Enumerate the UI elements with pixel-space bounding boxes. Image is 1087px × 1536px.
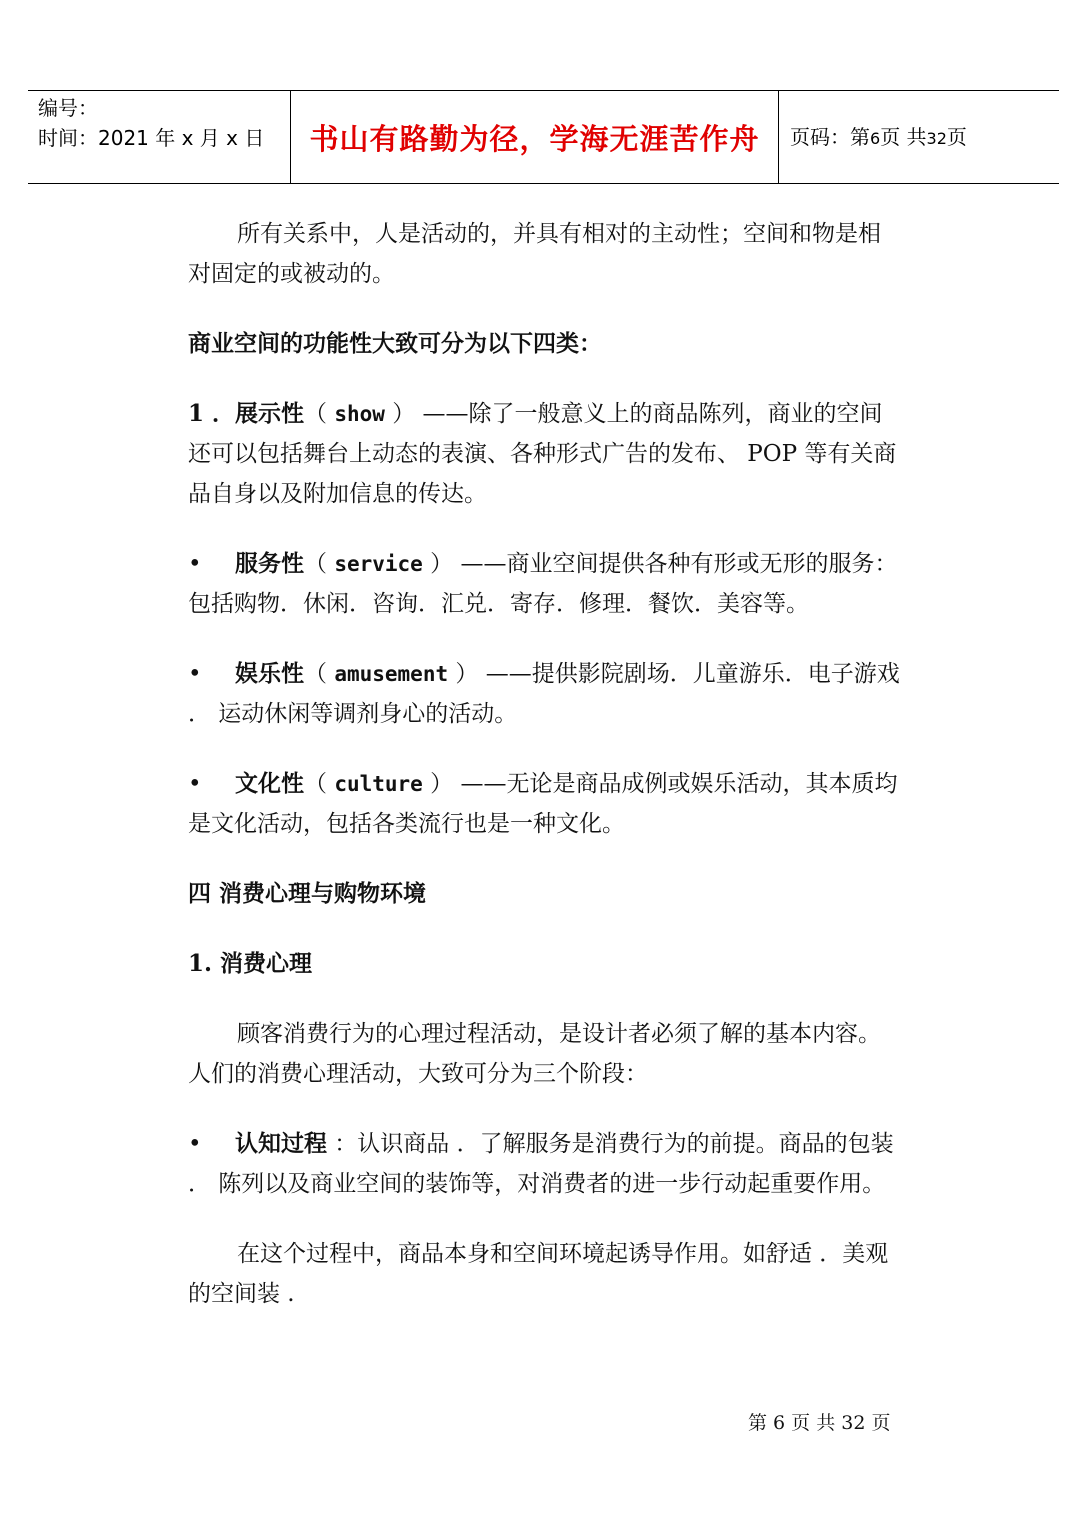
item-text: ——无论是商品成例或娱乐活动，其本质均是文化活动，包括各类流行也是一种文化。 xyxy=(188,771,898,837)
document-body xyxy=(188,214,902,1314)
list-item-culture: • 文化性（ culture ） ——无论是商品成例或娱乐活动，其本质均是文化活动，包括各类流行也是一种文化。 xyxy=(188,764,902,844)
heading-functions: 商业空间的功能性大致可分为以下四类： xyxy=(188,330,602,357)
item-english: service xyxy=(334,552,423,576)
bullet-icon: • xyxy=(188,1131,202,1157)
item-title: 服务性 xyxy=(235,550,304,577)
item-number: 1 ． xyxy=(188,400,236,427)
page-total: 32 xyxy=(926,129,947,148)
paren-close: ） xyxy=(384,401,416,427)
item-title: 认知过程 xyxy=(235,1130,327,1157)
paren-open: （ xyxy=(304,401,335,427)
page-header xyxy=(28,90,1059,184)
bullet-icon: • xyxy=(188,551,202,577)
page-suffix: 页 xyxy=(946,125,967,149)
list-item-amusement: • 娱乐性（ amusement ） ——提供影院剧场．儿童游乐．电子游戏 ． 运动休闲等调剂身心的活动。 xyxy=(188,654,902,734)
item-text: ：认识商品 ．了解服务是消费行为的前提。商品的包装 ． 陈列以及商业空间的装饰等，对消费者的进一步行动起重要作用。 xyxy=(188,1131,894,1197)
header-page-info xyxy=(790,121,967,150)
header-meta xyxy=(38,93,288,153)
bullet-icon: • xyxy=(188,771,202,797)
item-text: ——除了一般意义上的商品陈列，商业的空间还可以包括舞台上动态的表演、各种形式广告的发布、 POP 等有关商品自身以及附加信息的传达。 xyxy=(188,401,897,507)
header-motto: 书山有路勤为径，学海无涯苦作舟 xyxy=(290,91,779,183)
paragraph-relations: 所有关系中，人是活动的，并具有相对的主动性；空间和物是相对固定的或被动的。 xyxy=(188,221,881,287)
list-item-service: • 服务性（ service ） ——商业空间提供各种有形或无形的服务：包括购物．休闲．咨询．汇兑．寄存．修理．餐饮．美容等。 xyxy=(188,544,902,624)
item-text: ——提供影院剧场．儿童游乐．电子游戏 ． 运动休闲等调剂身心的活动。 xyxy=(188,661,900,727)
item-title: 文化性 xyxy=(235,770,304,797)
item-english: show xyxy=(334,402,385,426)
page-footer: 第 6 页 共 32 页 xyxy=(748,1412,891,1434)
page-current: 6 xyxy=(870,129,881,148)
heading-section-four: 四 消费心理与购物环境 xyxy=(188,880,427,907)
item-english: amusement xyxy=(334,662,449,686)
bullet-icon: • xyxy=(188,661,202,687)
item-title: 娱乐性 xyxy=(235,660,304,687)
heading-consumer-psychology: 1. 消费心理 xyxy=(188,950,313,977)
item-english: culture xyxy=(334,772,423,796)
document-number-label: 编号： xyxy=(38,96,98,120)
list-item-cognition xyxy=(188,1124,902,1204)
page-mid: 页 共 xyxy=(880,125,927,149)
item-text: ——商业空间提供各种有形或无形的服务：包括购物．休闲．咨询．汇兑．寄存．修理．餐饮．美容等。 xyxy=(188,551,898,617)
list-item-show xyxy=(188,394,902,514)
paragraph-environment: 在这个过程中，商品本身和空间环境起诱导作用。如舒适 ．美观的空间装 . xyxy=(188,1241,889,1307)
page-prefix: 页码：第 xyxy=(790,125,870,149)
document-time: 时间：2021 年 x 月 x 日 xyxy=(38,126,265,150)
paragraph-psychology: 顾客消费行为的心理过程活动，是设计者必须了解的基本内容。人们的消费心理活动，大致可分为三个阶段： xyxy=(188,1021,881,1087)
item-title: 展示性 xyxy=(235,400,305,427)
